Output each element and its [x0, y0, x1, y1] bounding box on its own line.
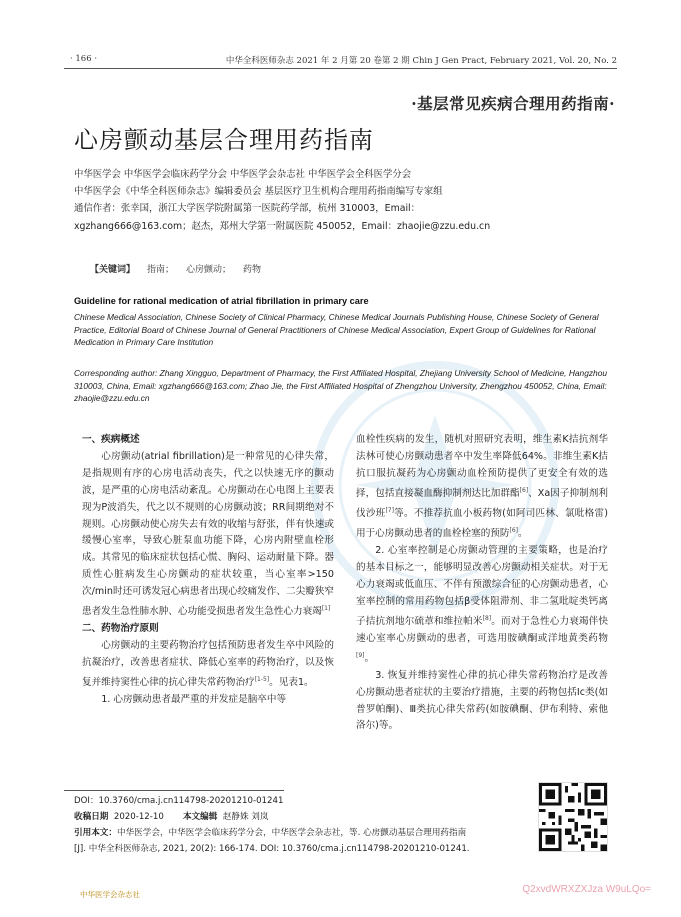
citation: [6]	[509, 526, 518, 534]
paragraph-text: 血栓性疾病的发生，随机对照研究表明，维生素K拮抗剂华法林可使心房颤动患者卒中发生率降低64%。非维生素K拮抗口服抗凝药为心房颤动血栓预防提供了更安全有效的选择，包括直接凝血酶抑制剂达比加群酯	[356, 434, 608, 499]
citation-line	[74, 826, 466, 842]
section-heading: 二、药物治疗原则	[82, 623, 159, 635]
citation: [7]	[385, 506, 394, 514]
received-date: 2020-12-10	[113, 812, 164, 822]
paragraph	[356, 543, 608, 668]
cite-text: 中华医学会，中华医学会临床药学分会，中华医学会杂志社，等. 心房颤动基层合理用药指南	[116, 828, 467, 838]
paragraph-text: 。	[518, 528, 528, 540]
english-corresponding: Corresponding author: Zhang Xingguo, Department of Pharmacy, the First Affiliated Hospital, Zhejiang University School of Medicine, Hangzhou 310003, China, Email: xgzhang666@163.com; Zhao Jie, the First Affiliated Hospital of Zhengzhou University, Zhengzhou 450052, China, Email: zhaojie@zzu.edu.cn	[74, 368, 608, 404]
received-label: 收稿日期	[74, 812, 109, 822]
keywords	[90, 262, 273, 275]
paragraph-text: 等。不推荐抗血小板药物(如阿司匹林、氯吡格雷)用于心房颤动患者的血栓栓塞的预防	[356, 508, 608, 540]
paragraph-text: 。见表1。	[269, 677, 314, 689]
paragraph: 1. 心房颤动患者最严重的并发症是脑卒中等	[101, 693, 287, 705]
left-column	[82, 432, 334, 709]
keyword: 心房颤动；	[186, 265, 232, 275]
cite-label: 引用本文：	[74, 828, 117, 838]
right-column	[356, 432, 608, 735]
citation: [9]	[356, 651, 365, 659]
citation: [1-5]	[254, 675, 270, 683]
keyword: 药物	[243, 265, 262, 275]
header-rule	[64, 68, 617, 69]
doi-line: DOI：10.3760/cma.j.cn114798-20201210-01241	[74, 796, 284, 806]
paragraph-text: 心房颤动的主要药物治疗包括预防患者发生卒中风险的抗凝治疗，改善患者症状、降低心室率的药物治疗，以及恢复并维持窦性心律的抗心律失常药物治疗	[82, 640, 334, 689]
page-number: · 166 ·	[70, 54, 98, 64]
keyword: 指南；	[147, 265, 175, 275]
paragraph: 3. 恢复并维持窦性心律的抗心律失常药物治疗是改善心房颤动患者症状的主要治疗措施，主要的药物包括Ⅰc类(如普罗帕酮)、Ⅲ类抗心律失常药(如胺碘酮、伊布利特、索他洛尔)等。	[356, 669, 608, 732]
author-line: 中华医学会《中华全科医师杂志》编辑委员会 基层医疗卫生机构合理用药指南编写专家组	[74, 186, 443, 198]
keywords-label: 【关键词】	[90, 265, 136, 275]
paragraph-text: 2. 心室率控制是心房颤动管理的主要策略，也是治疗的基本目标之一，能够明显改善心房颤动相关症状。对于无心力衰竭或低血压、不伴有预激综合征的心房颤动患者，心室率控制的常用药物包括β受体阻滞剂、非二氢吡啶类钙离子拮抗剂地尔硫䓬和维拉帕米	[356, 545, 608, 627]
column-title: ·基层常见疾病合理用药指南·	[411, 94, 615, 113]
paragraph	[82, 638, 334, 692]
qr-code-icon	[538, 782, 608, 852]
citation: [8]	[482, 614, 492, 622]
paragraph	[82, 449, 334, 621]
author-block	[74, 166, 614, 235]
paragraph-text: 。	[364, 652, 375, 664]
citation-line: [J]. 中华全科医师杂志, 2021, 20(2): 166-174. DOI: 10.3760/cma.j.cn114798-20201210-01241.	[74, 844, 470, 854]
corresponding-line: xgzhang666@163.com；赵杰，郑州大学第一附属医院 450052，Email：zhaojie@zzu.edu.cn	[74, 220, 491, 232]
section-heading: 一、疾病概述	[82, 434, 140, 445]
english-organizations: Chinese Medical Association, Chinese Society of Clinical Pharmacy, Chinese Medical Journals Publishing House, Chinese Society of General Practice, Editorial Board of Chinese Journal of General Practitioners of Chinese Medical Association, Expert Group of Guidelines for Rational Medication in Primary Care Institution	[74, 312, 599, 348]
footer-rule	[64, 790, 284, 791]
corresponding-line: 通信作者：张幸国，浙江大学医学院附属第一医院药学部，杭州 310003，Email：	[74, 203, 421, 215]
received-line	[74, 810, 269, 826]
editor-label: 本文编辑	[182, 812, 218, 822]
paragraph-text: 心房颤动(atrial fibrillation)是一种常见的心律失常，是指规则有序的心房电活动丧失，代之以快速无序的颤动波，是严重的心房电活动紊乱。心房颤动在心电图上主要表现为P波消失，代之以不规则的心房颤动波；RR间期绝对不规则。心房颤动使心房失去有效的收缩与舒张，伴有快速或缓慢心室率，导致心脏泵血功能下降，心房内附壁血栓形成。其常见的临床症状包括心慌、胸闷、运动耐量下降。器质性心脏病发生心房颤动的症状较重，当心室率>150次/min时还可诱发冠心病患者出现心绞痛发作、二尖瓣狭窄患者发生急性肺水肿、心功能受损患者发生急性心力衰竭	[82, 450, 334, 618]
paragraph	[356, 432, 608, 543]
paragraph-text: 、Ⅹa因子抑制剂利伐沙班	[356, 487, 609, 519]
journal-running-head: 中华全科医师杂志 2021 年 2 月第 20 卷第 2 期 Chin J Gen Pract, February 2021, Vol. 20, No. 2	[225, 56, 617, 66]
editor-names: 赵静姝 刘岚	[222, 812, 269, 822]
publisher-watermark: 中华医学会杂志社	[80, 890, 140, 899]
paragraph-text: 。而对于急性心力衰竭伴快速心室率心房颤动的患者，可选用胺碘酮或洋地黄类药物	[356, 615, 609, 644]
download-watermark: Q2xvdWRXZXJza W9uLQo=	[522, 884, 651, 895]
citation: [6]	[519, 486, 529, 494]
english-title: Guideline for rational medication of atrial fibrillation in primary care	[74, 296, 369, 306]
author-line: 中华医学会 中华医学会临床药学分会 中华医学会杂志社 中华医学会全科医学分会	[74, 169, 412, 180]
citation: [1]	[321, 605, 331, 613]
page-title: 心房颤动基层合理用药指南	[74, 126, 374, 154]
